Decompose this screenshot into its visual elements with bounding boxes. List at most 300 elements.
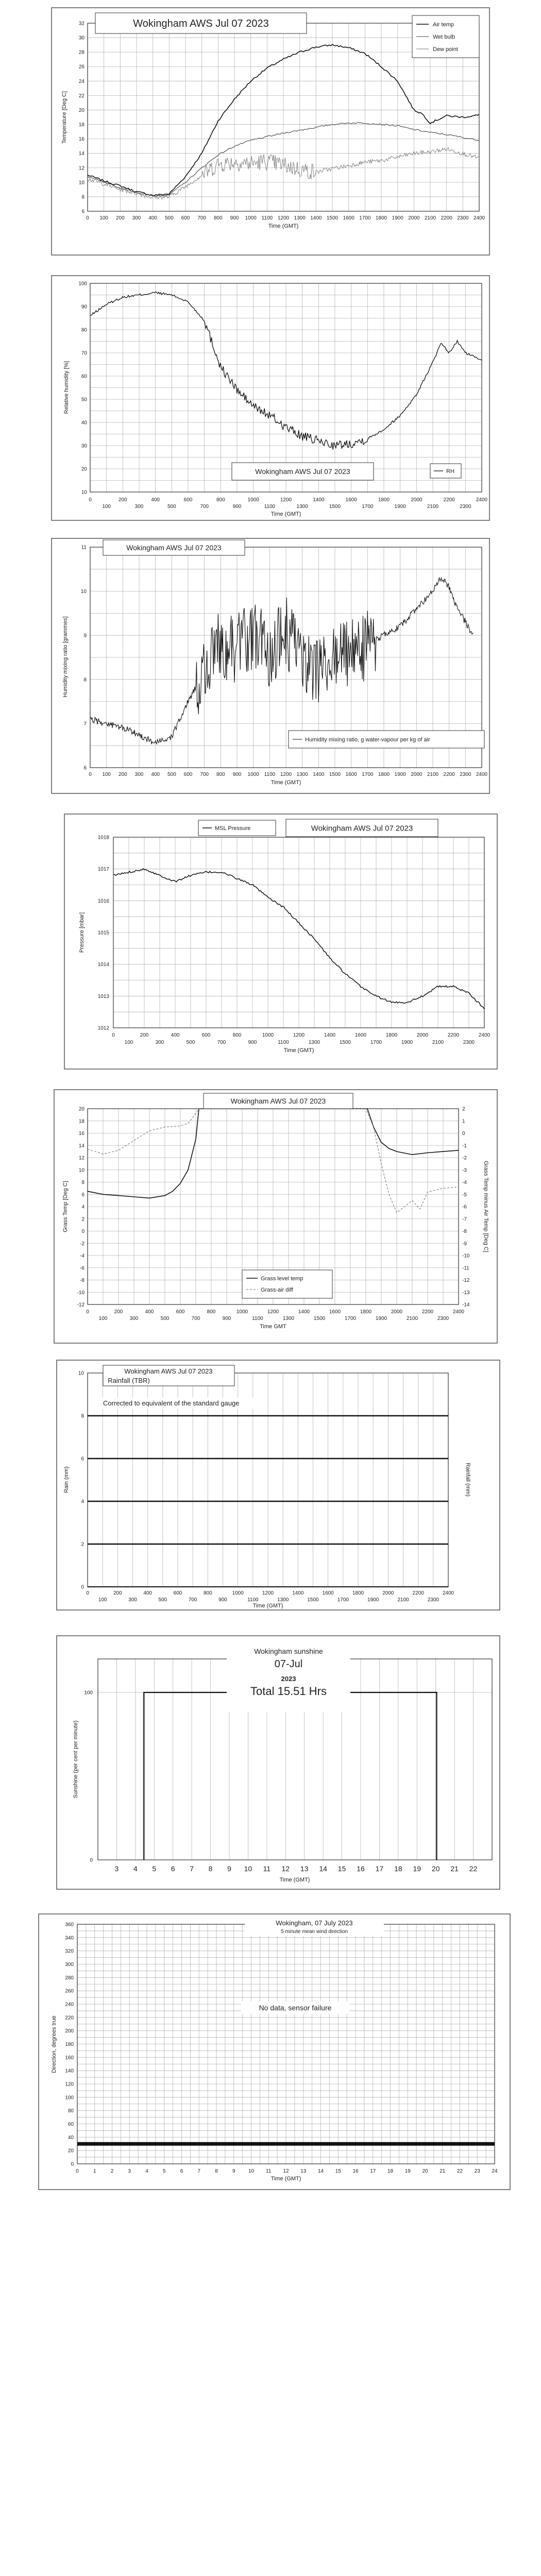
x-tick-label: 2400: [442, 1590, 454, 1596]
chart-title: Wokingham AWS Jul 07 2023: [311, 824, 413, 833]
chart-annotation: Corrected to equivalent of the standard gauge: [103, 1399, 240, 1407]
grass-temp-chart: [54, 1090, 497, 1343]
x-tick-label: 600: [201, 1032, 211, 1038]
x-tick-label: 2200: [443, 772, 455, 777]
x-tick-label: 2400: [476, 772, 488, 777]
x-tick-label: 1900: [394, 772, 406, 777]
legend-label: Wet bulb: [433, 34, 455, 40]
mixing-ratio-chart-frame: [52, 538, 489, 793]
y-tick-label: 340: [65, 1935, 74, 1941]
y-right-tick-label: -4: [462, 1180, 467, 1185]
legend-label: Grass level temp: [261, 1276, 303, 1282]
x-tick-label: 1200: [267, 1309, 279, 1315]
x-tick-label: 8: [215, 2168, 218, 2174]
legend-label: MSL Pressure: [215, 825, 251, 832]
x-tick-label: 2400: [452, 1309, 465, 1315]
y-tick-label: 26: [78, 64, 84, 70]
x-tick-label: 1100: [261, 215, 273, 221]
x-tick-label: 1300: [277, 1597, 289, 1603]
y-tick-label: 120: [65, 2081, 74, 2088]
chart-total: Total 15.51 Hrs: [250, 1685, 327, 1698]
x-tick-label: 700: [200, 772, 209, 777]
x-tick-label: 800: [203, 1590, 212, 1596]
x-tick-label: 14: [319, 1865, 327, 1873]
x-tick-label: 1600: [354, 1032, 367, 1038]
y-tick-label: 10: [78, 1167, 84, 1174]
y-tick-label: 18: [78, 1118, 84, 1125]
x-tick-label: 0: [112, 1032, 115, 1038]
y-tick-label: 1016: [97, 898, 109, 904]
x-tick-label: 500: [164, 215, 174, 221]
y-axis-label: Sunshine (per cent per minute): [73, 1720, 79, 1799]
x-tick-label: 2200: [412, 1590, 424, 1596]
x-tick-label: 21: [439, 2168, 446, 2174]
y-tick-label: 11: [81, 545, 87, 551]
y-right-tick-label: -11: [462, 1265, 469, 1272]
y-tick-label: 8: [81, 1413, 84, 1419]
x-tick-label: 16: [352, 2168, 359, 2174]
x-tick-label: 300: [132, 215, 141, 221]
x-tick-label: 1800: [360, 1309, 372, 1315]
y-tick-label: 9: [83, 633, 87, 639]
x-tick-label: 1400: [313, 497, 325, 503]
y-tick-label: -12: [77, 1302, 84, 1308]
y-tick-label: 0: [81, 1229, 84, 1234]
x-tick-label: 1600: [345, 497, 357, 503]
x-tick-label: 1500: [329, 772, 341, 777]
x-axis-label: Time (GMT): [270, 2176, 301, 2182]
x-tick-label: 2300: [460, 504, 471, 510]
x-tick-label: 1400: [310, 215, 322, 221]
x-tick-label: 100: [102, 772, 111, 777]
y-tick-label: 260: [65, 1988, 74, 1994]
y-tick-label: 100: [65, 2095, 74, 2101]
x-tick-label: 2300: [457, 215, 469, 221]
x-tick-label: 5: [152, 1865, 157, 1873]
pressure-chart: [64, 814, 497, 1069]
x-tick-label: 1200: [277, 215, 290, 221]
y-right-tick-label: -9: [462, 1241, 467, 1247]
x-tick-label: 7: [197, 2168, 201, 2174]
x-axis-label: Time GMT: [260, 1324, 286, 1330]
x-tick-label: 1200: [280, 772, 292, 777]
x-tick-label: 1300: [296, 504, 308, 510]
chart-subtitle: Rainfall (TBR): [108, 1377, 150, 1384]
x-tick-label: 400: [145, 1309, 154, 1315]
x-tick-label: 18: [394, 1865, 402, 1873]
x-tick-label: 12: [281, 1865, 290, 1873]
x-tick-label: 2100: [406, 1316, 418, 1321]
x-tick-label: 600: [181, 215, 190, 221]
legend-label: RH: [446, 468, 454, 474]
y-tick-label: 50: [81, 397, 87, 403]
y-tick-label: 80: [67, 2108, 74, 2114]
x-tick-label: 700: [191, 1316, 200, 1321]
legend-label: Humidity mixing ratio, g water-vapour per kg of air: [305, 737, 430, 743]
legend: [412, 15, 479, 58]
y-tick-label: 1015: [97, 930, 109, 936]
x-tick-label: 20: [422, 2168, 428, 2174]
x-tick-label: 13: [300, 2168, 307, 2174]
x-tick-label: 24: [492, 2168, 498, 2174]
x-tick-label: 2100: [432, 1040, 444, 1045]
y-tick-label: 8: [83, 677, 87, 683]
x-tick-label: 900: [232, 772, 242, 777]
y-tick-label: 10: [78, 180, 84, 186]
x-tick-label: 10: [244, 1865, 252, 1873]
x-tick-label: 4: [133, 1865, 138, 1873]
legend-box: [242, 1270, 332, 1298]
x-tick-label: 800: [213, 215, 223, 221]
y-tick-label: 1018: [97, 835, 109, 841]
x-tick-label: 2100: [397, 1597, 409, 1603]
x-tick-label: 3: [114, 1865, 119, 1873]
x-tick-label: 1600: [329, 1309, 341, 1315]
y-tick-label: 280: [65, 1975, 74, 1981]
y-tick-label: 180: [65, 2042, 74, 2047]
x-tick-label: 1600: [322, 1590, 334, 1596]
x-tick-label: 1000: [247, 772, 259, 777]
y-axis-label: Humidity mixing ratio [grammes]: [62, 616, 69, 698]
x-tick-label: 1300: [296, 772, 308, 777]
x-tick-label: 11: [266, 2168, 272, 2174]
y-tick-label: 20: [81, 466, 87, 472]
x-tick-label: 200: [113, 1590, 122, 1596]
y-right-tick-label: -7: [462, 1216, 467, 1223]
y-tick-label: 28: [78, 49, 84, 56]
legend: [430, 464, 461, 478]
y-tick-label: 4: [81, 1204, 84, 1210]
x-tick-label: 1700: [344, 1316, 357, 1321]
x-tick-label: 100: [98, 1597, 107, 1603]
x-tick-label: 9: [227, 1865, 231, 1873]
y-tick-label: 320: [65, 1948, 74, 1955]
y-axis-label: Rain (mm): [63, 1466, 70, 1493]
x-tick-label: 900: [248, 1040, 257, 1045]
x-tick-label: 400: [171, 1032, 180, 1038]
y-tick-label: 7: [83, 721, 87, 727]
y-tick-label: 60: [67, 2122, 74, 2127]
y-tick-label: 8: [81, 194, 84, 200]
chart-title: Wokingham AWS Jul 07 2023: [126, 543, 222, 552]
x-tick-label: 400: [151, 772, 160, 777]
x-axis-label: Time (GMT): [270, 779, 301, 786]
x-tick-label: 17: [370, 2168, 376, 2174]
x-tick-label: 1600: [343, 215, 354, 221]
x-tick-label: 2300: [463, 1040, 475, 1045]
y-right-tick-label: 1: [462, 1118, 465, 1125]
humidity-chart: [52, 276, 489, 520]
x-tick-label: 900: [222, 1316, 231, 1321]
y-tick-label: -4: [80, 1253, 84, 1259]
y-axis-label: Direction, degrees true: [51, 2015, 57, 2073]
y-tick-label: 30: [78, 35, 84, 41]
y-tick-label: 10: [81, 489, 87, 496]
x-tick-label: 1400: [292, 1590, 304, 1596]
x-tick-label: 1100: [264, 504, 276, 510]
x-axis-label: Time (GMT): [279, 1877, 310, 1883]
x-tick-label: 1700: [337, 1597, 349, 1603]
x-tick-label: 600: [183, 772, 193, 777]
y-tick-label: 6: [81, 1192, 84, 1198]
x-tick-label: 200: [118, 772, 127, 777]
x-tick-label: 1800: [378, 772, 390, 777]
y-right-tick-label: -1: [462, 1143, 467, 1149]
x-tick-label: 800: [207, 1309, 216, 1315]
x-tick-label: 2000: [382, 1590, 394, 1596]
temperature-chart: [52, 8, 489, 255]
y-tick-label: 24: [78, 78, 84, 84]
x-tick-label: 300: [128, 1597, 137, 1603]
x-tick-label: 2200: [441, 215, 452, 221]
x-tick-label: 900: [230, 215, 239, 221]
x-tick-label: 1300: [282, 1316, 295, 1321]
x-tick-label: 200: [115, 215, 125, 221]
y-tick-label: 360: [65, 1922, 74, 1928]
x-tick-label: 100: [124, 1040, 133, 1045]
chart-year: 2023: [281, 1675, 296, 1683]
x-tick-label: 1100: [278, 1040, 289, 1045]
y-tick-label: 16: [78, 137, 84, 143]
x-tick-label: 500: [167, 504, 176, 510]
x-tick-label: 800: [216, 772, 225, 777]
rainfall-chart: [57, 1360, 500, 1610]
x-tick-label: 1: [93, 2168, 96, 2174]
y-tick-label: 10: [80, 589, 87, 595]
x-tick-label: 1400: [298, 1309, 310, 1315]
grass-temp-chart-frame: [54, 1090, 497, 1343]
y-tick-label: 8: [81, 1180, 84, 1185]
x-tick-label: 0: [86, 1309, 89, 1315]
legend: [198, 820, 276, 836]
x-tick-label: 600: [183, 497, 193, 503]
chart-subtitle: 07-Jul: [274, 1658, 303, 1670]
x-tick-label: 2100: [427, 772, 439, 777]
y-tick-label: 160: [65, 2055, 74, 2061]
x-tick-label: 2200: [447, 1032, 460, 1038]
x-tick-label: 0: [86, 215, 89, 221]
x-tick-label: 10: [248, 2168, 255, 2174]
x-tick-label: 15: [335, 2168, 341, 2174]
x-tick-label: 500: [160, 1316, 170, 1321]
x-tick-label: 400: [143, 1590, 153, 1596]
chart-title: Wokingham AWS Jul 07 2023: [133, 18, 269, 29]
x-tick-label: 900: [232, 504, 242, 510]
x-tick-label: 0: [86, 1590, 89, 1596]
x-tick-label: 3: [128, 2168, 131, 2174]
y-right-tick-label: -3: [462, 1167, 467, 1174]
x-tick-label: 700: [188, 1597, 197, 1603]
x-tick-label: 1700: [359, 215, 371, 221]
chart-title: Wokingham AWS Jul 07 2023: [124, 1367, 213, 1375]
y-axis-label: Grass Temp [Deg C]: [62, 1181, 69, 1232]
x-tick-label: 400: [148, 215, 158, 221]
chart-title: Wokingham AWS Jul 07 2023: [230, 1096, 326, 1105]
y-tick-label: 0: [90, 1857, 93, 1863]
y-tick-label: 12: [78, 1155, 84, 1161]
x-tick-label: 2100: [424, 215, 436, 221]
x-tick-label: 2100: [427, 504, 439, 510]
x-tick-label: 2000: [416, 1032, 429, 1038]
legend: [289, 731, 484, 748]
y-tick-label: 70: [81, 350, 87, 357]
x-tick-label: 100: [98, 1316, 108, 1321]
y-tick-label: 240: [65, 2002, 74, 2008]
y-tick-label: 0: [71, 2161, 74, 2167]
x-tick-label: 1500: [339, 1040, 351, 1045]
x-tick-label: 2300: [437, 1316, 449, 1321]
y-tick-label: 2: [81, 1216, 84, 1223]
x-tick-label: 9: [232, 2168, 235, 2174]
y-right-tick-label: -13: [462, 1290, 470, 1296]
x-tick-label: 2400: [473, 215, 485, 221]
x-tick-label: 22: [457, 2168, 463, 2174]
x-tick-label: 1800: [375, 215, 387, 221]
x-tick-label: 1200: [280, 497, 292, 503]
y-tick-label: 1017: [97, 867, 109, 873]
x-tick-label: 1000: [247, 497, 259, 503]
x-tick-label: 2000: [408, 215, 420, 221]
y-tick-label: 14: [78, 151, 84, 157]
x-tick-label: 1500: [313, 1316, 326, 1321]
y-tick-label: 100: [78, 281, 87, 287]
x-tick-label: 1900: [367, 1597, 379, 1603]
legend: [242, 1270, 332, 1298]
x-tick-label: 0: [89, 772, 92, 777]
x-axis-label: Time (GMT): [252, 1603, 283, 1609]
x-tick-label: 5: [162, 2168, 166, 2174]
x-tick-label: 2200: [443, 497, 455, 503]
y-axis-label: Pressure [mbar]: [79, 912, 85, 953]
x-tick-label: 500: [167, 772, 176, 777]
x-tick-label: 1100: [252, 1316, 263, 1321]
x-tick-label: 14: [317, 2168, 324, 2174]
y-tick-label: 40: [81, 420, 87, 426]
x-tick-label: 2: [110, 2168, 114, 2174]
y-tick-label: 0: [81, 1584, 84, 1590]
x-axis-label: Time (GMT): [283, 1047, 314, 1054]
x-tick-label: 11: [263, 1865, 271, 1873]
mixing-ratio-chart: [52, 538, 489, 793]
y-tick-label: 14: [78, 1143, 84, 1149]
y-tick-label: 16: [78, 1131, 84, 1137]
x-axis-label: Time (GMT): [268, 223, 299, 229]
x-tick-label: 1000: [262, 1032, 274, 1038]
x-tick-label: 19: [413, 1865, 421, 1873]
x-tick-label: 1700: [362, 772, 374, 777]
x-tick-label: 20: [431, 1865, 440, 1873]
y-tick-label: 4: [81, 1499, 84, 1505]
x-tick-label: 1000: [232, 1590, 244, 1596]
y-axis-label: Temperature [Deg C]: [61, 91, 67, 144]
x-tick-label: 22: [469, 1865, 478, 1873]
x-tick-label: 700: [217, 1040, 226, 1045]
x-tick-label: 1700: [370, 1040, 382, 1045]
pressure-chart-frame: [64, 814, 497, 1069]
x-tick-label: 4: [145, 2168, 148, 2174]
y-axis-label: Relative humidity [%]: [63, 361, 70, 414]
chart-title: Wokingham, 07 July 2023: [276, 1919, 353, 1927]
x-tick-label: 17: [375, 1865, 384, 1873]
x-tick-label: 1000: [236, 1309, 248, 1315]
y-tick-label: 200: [65, 2028, 74, 2035]
x-tick-label: 0: [76, 2168, 79, 2174]
x-tick-label: 600: [173, 1590, 182, 1596]
y-tick-label: 20: [67, 2148, 74, 2154]
y-right-tick-label: 0: [462, 1131, 465, 1137]
y-tick-label: 2: [81, 1541, 84, 1548]
chart-subtitle: 5 minute mean wind direction: [280, 1929, 348, 1935]
y-tick-label: 20: [78, 107, 84, 113]
chart-title: Wokingham AWS Jul 07 2023: [255, 467, 350, 476]
legend-label: Grass-air diff: [261, 1287, 293, 1293]
x-tick-label: 100: [99, 215, 109, 221]
x-tick-label: 2400: [478, 1032, 491, 1038]
x-tick-label: 15: [337, 1865, 346, 1873]
y-tick-label: 20: [78, 1106, 84, 1112]
x-tick-label: 1800: [352, 1590, 364, 1596]
x-tick-label: 2000: [411, 772, 422, 777]
x-tick-label: 23: [474, 2168, 480, 2174]
x-tick-label: 800: [232, 1032, 242, 1038]
chart-title: Wokingham sunshine: [254, 1647, 323, 1655]
y-tick-label: -10: [77, 1290, 84, 1296]
y-tick-label: 40: [67, 2134, 74, 2141]
x-tick-label: 1200: [293, 1032, 305, 1038]
x-tick-label: 200: [140, 1032, 149, 1038]
y-tick-label: 18: [78, 122, 84, 128]
y-right-axis-label: Grass Temp minus Air Temp [Deg C]: [483, 1161, 489, 1252]
wind-direction-chart-frame: [39, 1914, 510, 2190]
x-tick-label: 800: [216, 497, 225, 503]
x-tick-label: 200: [118, 497, 127, 503]
y-tick-label: 140: [65, 2068, 74, 2074]
x-tick-label: 700: [197, 215, 207, 221]
x-tick-label: 400: [151, 497, 160, 503]
y-tick-label: 22: [78, 93, 84, 99]
y-right-axis-label: Rainfall (mm): [465, 1463, 471, 1497]
y-right-tick-label: -6: [462, 1204, 467, 1210]
y-tick-label: 12: [78, 165, 84, 172]
x-tick-label: 16: [357, 1865, 365, 1873]
y-tick-label: 1012: [97, 1025, 109, 1031]
x-tick-label: 1700: [362, 504, 374, 510]
chart-annotation: No data, sensor failure: [259, 2004, 332, 2012]
y-tick-label: 80: [81, 327, 87, 333]
y-tick-label: 10: [78, 1370, 84, 1377]
y-right-tick-label: -2: [462, 1155, 467, 1161]
y-tick-label: 100: [84, 1690, 93, 1696]
x-tick-label: 500: [186, 1040, 195, 1045]
x-tick-label: 7: [190, 1865, 194, 1873]
x-tick-label: 1900: [375, 1316, 387, 1321]
x-tick-label: 1600: [345, 772, 357, 777]
y-right-tick-label: -5: [462, 1192, 467, 1198]
x-tick-label: 600: [176, 1309, 185, 1315]
x-tick-label: 300: [155, 1040, 164, 1045]
x-tick-label: 2200: [421, 1309, 434, 1315]
x-tick-label: 8: [208, 1865, 213, 1873]
x-tick-label: 1800: [385, 1032, 398, 1038]
y-tick-label: 6: [81, 209, 84, 215]
x-tick-label: 18: [387, 2168, 394, 2174]
y-tick-label: -6: [80, 1265, 84, 1272]
x-tick-label: 1400: [324, 1032, 336, 1038]
x-tick-label: 0: [89, 497, 92, 503]
x-tick-label: 900: [218, 1597, 227, 1603]
x-tick-label: 12: [283, 2168, 289, 2174]
x-tick-label: 1000: [245, 215, 257, 221]
